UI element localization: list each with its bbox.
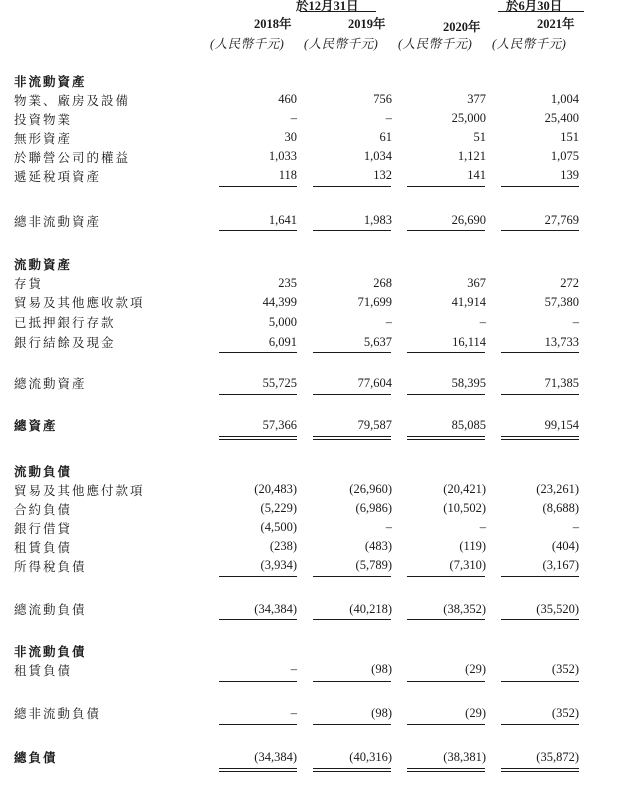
cell-2018: (34,384) <box>254 750 297 764</box>
cell-2019: – <box>385 520 392 534</box>
cell-2019: (6,986) <box>355 501 392 515</box>
cell-2021: (8,688) <box>542 501 579 515</box>
cell-2020: – <box>479 315 486 329</box>
year-header-2020: 2020年 <box>443 20 481 34</box>
unit-header-2020: (人民幣千元) <box>398 37 473 51</box>
row-label: 於聯營公司的權益 <box>14 151 131 165</box>
cell-2020: (29) <box>465 662 486 676</box>
subtotal-rule <box>313 681 391 682</box>
cell-2019: 1,034 <box>363 149 392 163</box>
double-rule <box>501 768 579 769</box>
cell-2018: (20,483) <box>254 482 297 496</box>
subtotal-rule <box>313 352 391 353</box>
cell-2021: (352) <box>551 662 579 676</box>
total-current-liabilities-label: 總流動負債 <box>14 603 87 617</box>
cell-2018: 1,033 <box>268 149 297 163</box>
double-rule <box>501 439 579 440</box>
cell-2019: 268 <box>373 276 392 290</box>
cell-2018: (238) <box>269 539 297 553</box>
cell-2019: 132 <box>373 168 392 182</box>
cell-2019: 77,604 <box>357 376 392 390</box>
double-rule <box>219 439 297 440</box>
subtotal-rule <box>501 724 579 725</box>
cell-2021: – <box>572 520 579 534</box>
double-rule <box>407 439 485 440</box>
total-rule <box>313 230 391 231</box>
row-label: 存貨 <box>14 277 44 291</box>
row-label: 合約負債 <box>14 503 73 517</box>
cell-2018: (4,500) <box>260 520 297 534</box>
double-rule <box>501 436 579 437</box>
subtotal-rule <box>313 576 391 577</box>
cell-2020: 1,121 <box>457 149 486 163</box>
cell-2021: 151 <box>560 130 579 144</box>
cell-2018: 6,091 <box>268 335 297 349</box>
cell-2021: 25,400 <box>544 111 579 125</box>
row-label: 貿易及其他應收款項 <box>14 296 145 310</box>
total-rule <box>219 230 297 231</box>
cell-2019: (98) <box>371 662 392 676</box>
double-rule <box>313 436 391 437</box>
cell-2019: 1,983 <box>363 213 392 227</box>
row-label: 租賃負債 <box>14 541 73 555</box>
double-rule <box>313 771 391 772</box>
cell-2018: – <box>290 706 297 720</box>
cell-2018: (34,384) <box>254 602 297 616</box>
cell-2019: – <box>385 315 392 329</box>
subtotal-rule <box>407 681 485 682</box>
cell-2020: 41,914 <box>451 295 486 309</box>
period-header-jun30: 於6月30日 <box>506 0 563 13</box>
subtotal-rule <box>407 394 485 395</box>
double-rule <box>313 439 391 440</box>
row-label: 銀行結餘及現金 <box>14 336 116 350</box>
cell-2019: (40,218) <box>349 602 392 616</box>
cell-2021: – <box>572 315 579 329</box>
cell-2019: 756 <box>373 92 392 106</box>
total-rule <box>313 619 391 620</box>
subtotal-rule <box>219 724 297 725</box>
cell-2019: – <box>385 111 392 125</box>
cell-2019: (26,960) <box>349 482 392 496</box>
cell-2018: – <box>290 662 297 676</box>
cell-2020: 85,085 <box>451 418 486 432</box>
row-label: 遞延稅項資產 <box>14 170 102 184</box>
cell-2018: (5,229) <box>260 501 297 515</box>
cell-2021: (3,167) <box>542 558 579 572</box>
subtotal-rule <box>407 186 485 187</box>
cell-2021: 139 <box>560 168 579 182</box>
cell-2021: (35,872) <box>536 750 579 764</box>
unit-header-2019: (人民幣千元) <box>304 37 379 51</box>
subtotal-rule <box>407 576 485 577</box>
row-label: 物業、廠房及設備 <box>14 94 131 108</box>
cell-2021: (35,520) <box>536 602 579 616</box>
section-title-non-current-liabilities: 非流動負債 <box>14 645 87 659</box>
double-rule <box>219 768 297 769</box>
total-assets-label: 總資產 <box>14 419 58 433</box>
subtotal-rule <box>501 681 579 682</box>
cell-2018: 235 <box>278 276 297 290</box>
cell-2019: (483) <box>364 539 392 553</box>
cell-2020: 51 <box>473 130 486 144</box>
subtotal-rule <box>407 352 485 353</box>
header-rule-jun30 <box>498 11 584 12</box>
cell-2020: 16,114 <box>452 335 486 349</box>
cell-2020: 58,395 <box>451 376 486 390</box>
cell-2020: (119) <box>459 539 486 553</box>
subtotal-rule <box>501 394 579 395</box>
cell-2018: – <box>290 111 297 125</box>
year-header-2021: 2021年 <box>537 17 575 31</box>
double-rule <box>219 436 297 437</box>
double-rule <box>501 771 579 772</box>
cell-2020: (29) <box>465 706 486 720</box>
cell-2021: (23,261) <box>536 482 579 496</box>
cell-2018: 44,399 <box>262 295 297 309</box>
row-label: 投資物業 <box>14 113 73 127</box>
cell-2021: 99,154 <box>544 418 579 432</box>
subtotal-rule <box>219 576 297 577</box>
cell-2018: 5,000 <box>268 315 297 329</box>
total-liabilities-label: 總負債 <box>14 751 58 765</box>
cell-2019: 61 <box>379 130 392 144</box>
subtotal-rule <box>219 352 297 353</box>
row-label: 銀行借貸 <box>14 522 73 536</box>
header-rule-dec31 <box>300 11 376 12</box>
cell-2021: 27,769 <box>544 213 579 227</box>
cell-2021: 272 <box>560 276 579 290</box>
subtotal-rule <box>313 186 391 187</box>
row-label: 無形資產 <box>14 132 73 146</box>
subtotal-rule <box>501 576 579 577</box>
total-non-current-liabilities-label: 總非流動負債 <box>14 707 102 721</box>
double-rule <box>407 771 485 772</box>
cell-2021: 57,380 <box>544 295 579 309</box>
row-label: 貿易及其他應付款項 <box>14 484 145 498</box>
cell-2020: (20,421) <box>443 482 486 496</box>
subtotal-rule <box>219 394 297 395</box>
cell-2019: 5,637 <box>363 335 392 349</box>
section-title-current-liabilities: 流動負債 <box>14 465 73 479</box>
total-non-current-assets-label: 總非流動資產 <box>14 215 102 229</box>
cell-2018: 55,725 <box>262 376 297 390</box>
cell-2020: 26,690 <box>451 213 486 227</box>
section-title-non-current-assets: 非流動資產 <box>14 75 87 89</box>
unit-header-2021: (人民幣千元) <box>492 37 567 51</box>
total-rule <box>219 619 297 620</box>
subtotal-rule <box>313 394 391 395</box>
unit-header-2018: (人民幣千元) <box>210 37 285 51</box>
cell-2018: 30 <box>284 130 297 144</box>
row-label: 所得稅負債 <box>14 560 87 574</box>
double-rule <box>313 768 391 769</box>
cell-2020: (38,352) <box>443 602 486 616</box>
total-rule <box>407 230 485 231</box>
total-current-assets-label: 總流動資產 <box>14 377 87 391</box>
cell-2020: (10,502) <box>443 501 486 515</box>
year-header-2019: 2019年 <box>348 17 386 31</box>
cell-2019: (40,316) <box>349 750 392 764</box>
subtotal-rule <box>501 186 579 187</box>
cell-2019: 71,699 <box>357 295 392 309</box>
cell-2020: (7,310) <box>449 558 486 572</box>
double-rule <box>407 768 485 769</box>
cell-2019: (98) <box>371 706 392 720</box>
subtotal-rule <box>407 724 485 725</box>
cell-2020: 25,000 <box>451 111 486 125</box>
double-rule <box>219 771 297 772</box>
cell-2018: 460 <box>278 92 297 106</box>
year-header-2018: 2018年 <box>254 17 292 31</box>
subtotal-rule <box>219 681 297 682</box>
cell-2020: (38,381) <box>443 750 486 764</box>
cell-2021: (404) <box>551 539 579 553</box>
cell-2021: 1,075 <box>550 149 579 163</box>
double-rule <box>407 436 485 437</box>
row-label: 已抵押銀行存款 <box>14 316 116 330</box>
cell-2021: 1,004 <box>550 92 579 106</box>
subtotal-rule <box>219 186 297 187</box>
subtotal-rule <box>501 352 579 353</box>
row-label: 租賃負債 <box>14 664 73 678</box>
section-title-current-assets: 流動資產 <box>14 258 73 272</box>
cell-2019: (5,789) <box>355 558 392 572</box>
cell-2018: 1,641 <box>268 213 297 227</box>
total-rule <box>407 619 485 620</box>
total-rule <box>501 230 579 231</box>
cell-2020: 377 <box>467 92 486 106</box>
cell-2021: (352) <box>551 706 579 720</box>
cell-2019: 79,587 <box>357 418 392 432</box>
period-header-dec31: 於12月31日 <box>296 0 359 13</box>
cell-2020: 367 <box>467 276 486 290</box>
cell-2020: 141 <box>467 168 486 182</box>
cell-2018: (3,934) <box>260 558 297 572</box>
cell-2020: – <box>479 520 486 534</box>
cell-2018: 57,366 <box>262 418 297 432</box>
cell-2018: 118 <box>278 168 297 182</box>
cell-2021: 71,385 <box>544 376 579 390</box>
subtotal-rule <box>313 724 391 725</box>
cell-2021: 13,733 <box>544 335 579 349</box>
total-rule <box>501 619 579 620</box>
